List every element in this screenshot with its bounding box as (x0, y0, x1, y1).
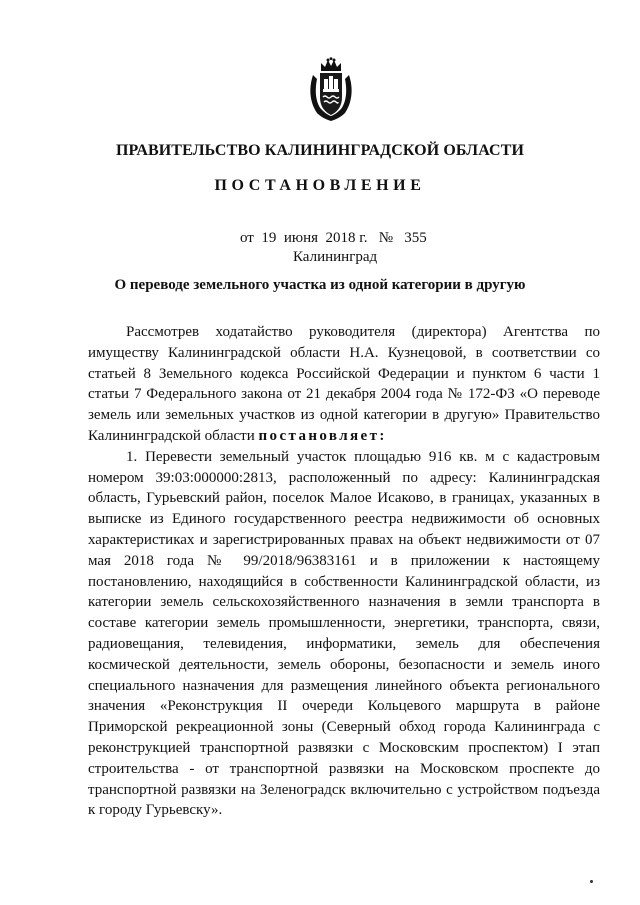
preamble-text: Рассмотрев ходатайство руководителя (директора) Агентства по имуществу Калининградской области Н.А. Кузнецовой, в соответствии со статьей 8 Земельного кодекса Российской Федерации и пунктом 6 части 1 статьи 7 Федерального закона от 21 декабря 2004 года № 172-ФЗ «О переводе земель или земельных участков из одной категории в другую» Правительство Калининградской области (88, 324, 600, 444)
document-subject: О переводе земельного участка из одной категории в другую (114, 277, 526, 293)
coat-of-arms-emblem (307, 57, 355, 123)
paragraph-preamble (88, 322, 600, 447)
document-type: ПОСТАНОВЛЕНИЕ (214, 177, 426, 194)
date-and-number: от 19 июня 2018 г. № 355 (240, 230, 427, 246)
government-title: ПРАВИТЕЛЬСТВО КАЛИНИНГРАДСКОЙ ОБЛАСТИ (115, 142, 525, 159)
resolves-keyword: постановляет: (258, 427, 387, 444)
paragraph-item-1: 1. Перевести земельный участок площадью 916 кв. м с кадастровым номером 39:03:000000:2813, расположенный по адресу: Калининградская область, Гурьевский район, поселок Малое Исаково, в границах, указанных в выписке из Единого государственного реестра недвижимости об основных характеристиках и зарегистрированных правах на объект недвижимости от 07 мая 2018 года № 99/2018/96383161 и в приложении к настоящему постановлению, находящийся в собственности Калининградской области, из категории земель сельскохозяйственного назначения в земли транспорта в составе категории земель промышленности, энергетики, транспорта, связи, радиовещания, телевидения, информатики, земель для обеспечения космической деятельности, земель обороны, безопасности и земель иного специального назначения для размещения линейного объекта регионального значения «Реконструкция II очереди Кольцевого маршрута в районе Приморской рекреационной зоны (Северный обход города Калининграда с реконструкцией транспортной развязки с Московским проспектом) I этап строительства - от транспортной развязки на Московском проспекте до транспортной развязки на Зеленоградск включительно с устройством подъезда к городу Гурьевску». (88, 448, 600, 819)
scan-speck (590, 880, 593, 883)
document-body (88, 322, 600, 821)
city-name: Калининград (293, 249, 378, 265)
